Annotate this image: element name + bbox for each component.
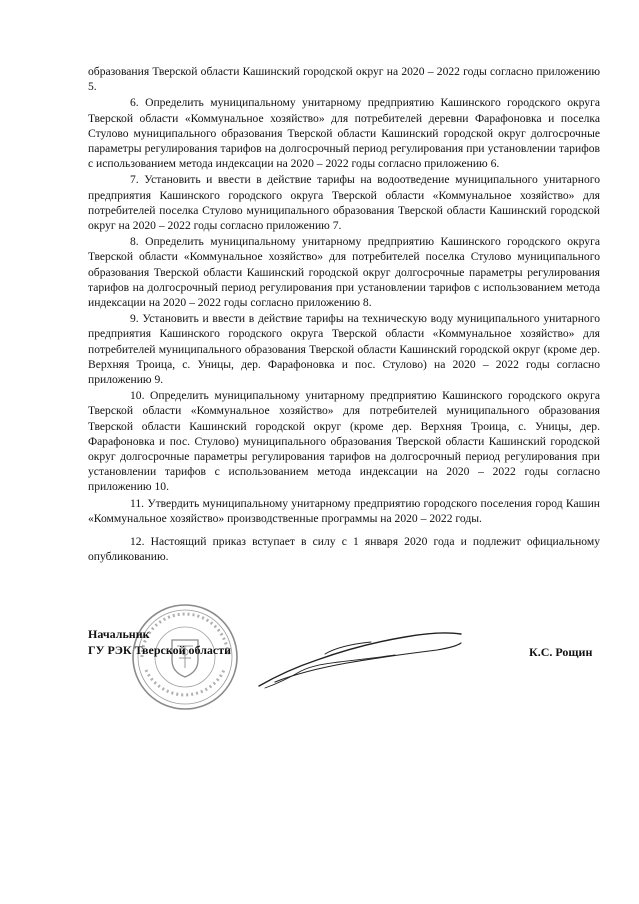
- paragraph-item-8: 8. Определить муниципальному унитарному предприятию Кашинского городского округа Тверской области «Коммунальное хозяйство» для потребителей поселка Стулово муниципального образования Тверской области Кашинский городской округ долгосрочные параметры регулирования тарифов на долгосрочный период регулирования при установлении тарифов с использованием метода индексации на 2020 – 2022 годы согласно приложению 8.: [88, 235, 600, 310]
- signature-block: [0, 600, 639, 720]
- paragraph-item-9: 9. Установить и ввести в действие тарифы на техническую воду муниципального унитарного предприятия Кашинского городского округа Тверской области «Коммунальное хозяйство» для потребителей муниципального образования Тверской области Кашинский городской округ (кроме дер. Верхняя Троица, с. Уницы, дер. Фарафоновка и пос. Стулово) на 2020 – 2022 годы согласно приложению 9.: [88, 312, 600, 387]
- signer-name: К.С. Рощин: [529, 645, 593, 659]
- document-body: [88, 64, 600, 566]
- paragraph-item-11: 11. Утвердить муниципальному унитарному предприятию городского поселения город Кашин «Коммунальное хозяйство» производственные программы на 2020 – 2022 годы.: [88, 496, 600, 525]
- signer-position-line1: Начальник: [88, 627, 150, 641]
- paragraph-continuation: образования Тверской области Кашинский городской округ на 2020 – 2022 годы согласно приложению 5.: [88, 65, 600, 94]
- paragraph-item-10: 10. Определить муниципальному унитарному предприятию Кашинского городского округа Тверской области «Коммунальное хозяйство» для потребителей муниципального образования Тверской области Кашинский городской округ (кроме дер. Верхняя Троица, с. Уницы, дер. Фарафоновка и пос. Стулово) муниципального образования Тверской области Кашинский городской округ долгосрочные параметры регулирования тарифов на долгосрочный период регулирования при установлении тарифов с использованием метода индексации на 2020 – 2022 годы согласно приложению 10.: [88, 389, 600, 494]
- paragraph-item-6: 6. Определить муниципальному унитарному предприятию Кашинского городского округа Тверской области «Коммунальное хозяйство» для потребителей деревни Фарафоновка и поселка Стулово муниципального образования Тверской области Кашинский городской округ долгосрочные параметры регулирования тарифов на долгосрочный период регулирования при установлении тарифов с использованием метода индексации на 2020 – 2022 годы согласно приложению 6.: [88, 96, 600, 171]
- paragraph-item-7: 7. Установить и ввести в действие тарифы на водоотведение муниципального унитарного предприятия Кашинского городского округа Тверской области «Коммунальное хозяйство» для потребителей поселка Стулово муниципального образования Тверской области Кашинский городской округ на 2020 – 2022 годы согласно приложению 7.: [88, 173, 600, 233]
- signer-position: [88, 626, 231, 658]
- handwritten-signature-icon: [255, 628, 465, 692]
- signer-position-line2: ГУ РЭК Тверской области: [88, 643, 232, 657]
- paragraph-item-12: 12. Настоящий приказ вступает в силу с 1 января 2020 года и подлежит официальному опубликованию.: [88, 535, 600, 564]
